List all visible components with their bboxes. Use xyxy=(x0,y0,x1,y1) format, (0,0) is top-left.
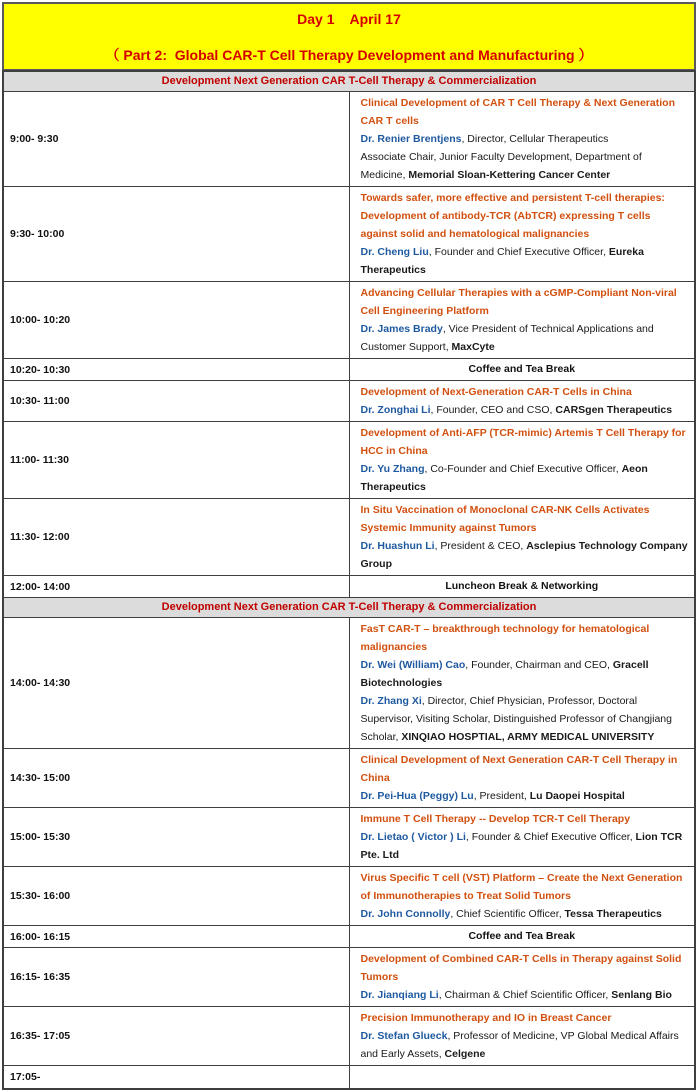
session-line xyxy=(361,401,689,419)
session-row xyxy=(3,808,695,867)
time-cell: 12:00- 14:00 xyxy=(3,576,349,598)
session-cell xyxy=(349,618,695,749)
speaker-name: Dr. Huashun Li xyxy=(360,540,435,552)
session-line xyxy=(361,905,689,923)
time-cell: 16:00- 16:15 xyxy=(3,926,349,948)
session-line xyxy=(361,751,689,787)
session-title: Immune T Cell Therapy -- Develop TCR-T Cell Therapy xyxy=(360,813,631,825)
time-cell: 15:30- 16:00 xyxy=(3,867,349,926)
session-cell xyxy=(349,749,695,808)
speaker-name: Dr. Cheng Liu xyxy=(360,246,429,258)
session-row xyxy=(3,618,695,749)
role-text: , President & CEO, xyxy=(434,540,527,552)
session-line xyxy=(361,501,689,537)
speaker-name: Dr. Jianqiang Li xyxy=(360,989,439,1001)
session-row xyxy=(3,282,695,359)
time-cell: 16:35- 17:05 xyxy=(3,1007,349,1066)
organization: CARSgen Therapeutics xyxy=(555,404,673,416)
organization: Eureka Therapeutics xyxy=(360,246,644,276)
session-line xyxy=(361,787,689,805)
session-line xyxy=(361,243,689,279)
speaker-name: Dr. Zonghai Li xyxy=(360,404,431,416)
section-header-label: Development Next Generation CAR T-Cell Therapy & Commercialization xyxy=(3,71,695,92)
break-label: Coffee and Tea Break xyxy=(349,359,695,381)
session-title: Development of Next-Generation CAR-T Cells in China xyxy=(360,386,632,398)
session-line xyxy=(361,94,689,130)
speaker-name: Dr. Yu Zhang xyxy=(360,463,425,475)
break-row xyxy=(3,926,695,948)
role-text: , President, xyxy=(473,790,530,802)
session-line xyxy=(361,130,689,148)
session-line xyxy=(361,810,689,828)
role-text: , Director, Chief Physician, Professor, Doctoral Supervisor, Visiting Scholar, Distinguished Professor of Changjiang Scholar, xyxy=(360,695,672,743)
session-line xyxy=(361,537,689,573)
time-cell: 9:00- 9:30 xyxy=(3,92,349,187)
session-row xyxy=(3,1066,695,1090)
speaker-name: Dr. Pei-Hua (Peggy) Lu xyxy=(360,790,474,802)
day-title: Day 1 April 17 xyxy=(297,11,401,27)
speaker-name: Dr. Stefan Glueck xyxy=(360,1030,448,1042)
session-line xyxy=(361,460,689,496)
speaker-name: Dr. Wei (William) Cao xyxy=(360,659,466,671)
session-row xyxy=(3,422,695,499)
session-line xyxy=(361,383,689,401)
session-line xyxy=(361,692,689,746)
session-line xyxy=(361,869,689,905)
session-line xyxy=(361,189,689,243)
session-title: Advancing Cellular Therapies with a cGMP-Compliant Non-viral Cell Engineering Platform xyxy=(360,287,677,317)
session-line xyxy=(361,424,689,460)
session-title: Precision Immunotherapy and IO in Breast Cancer xyxy=(360,1012,612,1024)
role-text: , Professor of Medicine, VP Global Medical Affairs and Early Assets, xyxy=(360,1030,679,1060)
session-line xyxy=(361,950,689,986)
role-text: , Founder and Chief Executive Officer, xyxy=(428,246,609,258)
role-text: , Founder, Chairman and CEO, xyxy=(465,659,613,671)
schedule-body xyxy=(3,71,695,1089)
session-row xyxy=(3,92,695,187)
session-line xyxy=(361,1009,689,1027)
session-title: Development of Anti-AFP (TCR-mimic) Artemis T Cell Therapy for HCC in China xyxy=(360,427,686,457)
time-cell: 14:30- 15:00 xyxy=(3,749,349,808)
session-title: Virus Specific T cell (VST) Platform – Create the Next Generation of Immunotherapies to Treat Solid Tumors xyxy=(360,872,683,902)
time-cell: 17:05- xyxy=(3,1066,349,1090)
session-title: Clinical Development of Next Generation CAR-T Cell Therapy in China xyxy=(360,754,678,784)
session-cell xyxy=(349,187,695,282)
session-title: FasT CAR-T – breakthrough technology for hematological malignancies xyxy=(360,623,650,653)
time-cell: 15:00- 15:30 xyxy=(3,808,349,867)
role-text: , Vice President of Technical Applications and Customer Support, xyxy=(360,323,654,353)
speaker-name: Dr. Zhang Xi xyxy=(360,695,422,707)
session-line xyxy=(361,320,689,356)
session-line xyxy=(361,284,689,320)
section-header-row xyxy=(3,598,695,618)
speaker-name: Dr. Lietao ( Victor ) Li xyxy=(360,831,466,843)
organization: Asclepius Technology Company Group xyxy=(360,540,688,570)
session-row xyxy=(3,948,695,1007)
time-cell: 16:15- 16:35 xyxy=(3,948,349,1007)
organization: MaxCyte xyxy=(451,341,495,353)
session-line xyxy=(361,148,689,184)
session-row xyxy=(3,381,695,422)
role-text: Associate Chair, Junior Faculty Development, Department of Medicine, xyxy=(360,151,642,181)
session-title: Clinical Development of CAR T Cell Therapy & Next Generation CAR T cells xyxy=(360,97,675,127)
organization: Celgene xyxy=(444,1048,486,1060)
role-text: , Founder, CEO and CSO, xyxy=(430,404,556,416)
session-cell xyxy=(349,948,695,1007)
section-header-row xyxy=(3,71,695,92)
organization: XINQIAO HOSPTIAL, ARMY MEDICAL UNIVERSITY xyxy=(401,731,655,743)
organization: Aeon Therapeutics xyxy=(360,463,648,493)
speaker-name: Dr. James Brady xyxy=(360,323,443,335)
role-text: , Director, Cellular Therapeutics xyxy=(461,133,609,145)
schedule-table xyxy=(2,70,696,1090)
speaker-name: Dr. John Connolly xyxy=(360,908,451,920)
session-row xyxy=(3,749,695,808)
session-cell xyxy=(349,282,695,359)
organization: Lion TCR Pte. Ltd xyxy=(360,831,683,861)
session-cell xyxy=(349,381,695,422)
role-text: , Founder & Chief Executive Officer, xyxy=(465,831,636,843)
organization: Memorial Sloan-Kettering Cancer Center xyxy=(408,169,611,181)
organization: Senlang Bio xyxy=(611,989,672,1001)
organization: Tessa Therapeutics xyxy=(564,908,662,920)
role-text: , Chairman & Chief Scientific Officer, xyxy=(438,989,612,1001)
break-label: Coffee and Tea Break xyxy=(349,926,695,948)
break-label: Luncheon Break & Networking xyxy=(349,576,695,598)
agenda-page xyxy=(2,2,696,1090)
session-line xyxy=(361,828,689,864)
organization: Gracell Biotechnologies xyxy=(360,659,649,689)
session-cell xyxy=(349,92,695,187)
session-cell xyxy=(349,1007,695,1066)
time-cell: 11:00- 11:30 xyxy=(3,422,349,499)
session-line xyxy=(361,986,689,1004)
session-cell xyxy=(349,808,695,867)
break-row xyxy=(3,359,695,381)
session-cell xyxy=(349,422,695,499)
session-cell xyxy=(349,499,695,576)
day-banner xyxy=(2,2,696,70)
session-line xyxy=(361,620,689,656)
organization: Lu Daopei Hospital xyxy=(529,790,625,802)
break-row xyxy=(3,576,695,598)
role-text: , Chief Scientific Officer, xyxy=(450,908,565,920)
time-cell: 10:00- 10:20 xyxy=(3,282,349,359)
session-line xyxy=(361,1027,689,1063)
session-cell xyxy=(349,867,695,926)
session-row xyxy=(3,499,695,576)
section-header-label: Development Next Generation CAR T-Cell Therapy & Commercialization xyxy=(3,598,695,618)
speaker-name: Dr. Renier Brentjens xyxy=(360,133,462,145)
session-line xyxy=(361,656,689,692)
time-cell: 14:00- 14:30 xyxy=(3,618,349,749)
session-row xyxy=(3,867,695,926)
session-row xyxy=(3,1007,695,1066)
time-cell: 11:30- 12:00 xyxy=(3,499,349,576)
session-title: Towards safer, more effective and persistent T-cell therapies: Development of antibody-TCR (AbTCR) expressing T cells against solid and hematological malignancies xyxy=(360,192,665,240)
session-title: Development of Combined CAR-T Cells in Therapy against Solid Tumors xyxy=(360,953,682,983)
session-cell xyxy=(349,1066,695,1090)
time-cell: 10:30- 11:00 xyxy=(3,381,349,422)
time-cell: 10:20- 10:30 xyxy=(3,359,349,381)
empty-line xyxy=(361,1068,689,1086)
session-title: In Situ Vaccination of Monoclonal CAR-NK Cells Activates Systemic Immunity against Tumors xyxy=(360,504,650,534)
session-row xyxy=(3,187,695,282)
time-cell: 9:30- 10:00 xyxy=(3,187,349,282)
part-subtitle: （ Part 2: Global CAR-T Cell Therapy Development and Manufacturing ） xyxy=(105,47,593,63)
role-text: , Co-Founder and Chief Executive Officer, xyxy=(424,463,622,475)
